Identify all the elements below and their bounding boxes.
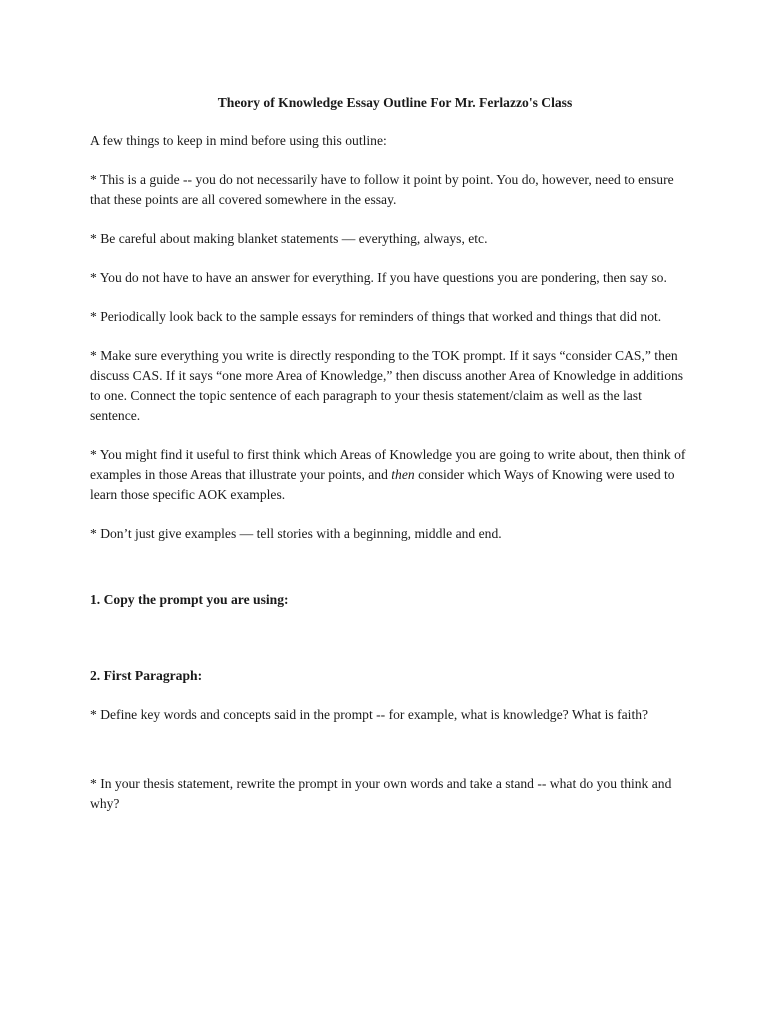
guideline-bullet-4: * Periodically look back to the sample essays for reminders of things that worked and things that did not. [90, 309, 662, 324]
guideline-bullet-6 [90, 445, 690, 505]
guideline-bullet-1: * This is a guide -- you do not necessarily have to follow it point by point. You do, however, need to ensure that these points are all covered somewhere in the essay. [90, 172, 674, 207]
guideline-bullet-7: * Don’t just give examples — tell stories with a beginning, middle and end. [90, 526, 502, 541]
guideline-bullet-5: * Make sure everything you write is directly responding to the TOK prompt. If it says “consider CAS,” then discuss CAS. If it says “one more Area of Knowledge,” then discuss another Area of Knowledge in additions to one. Connect the topic sentence of each paragraph to your thesis statement/claim as well as the last sentence. [90, 348, 684, 423]
guideline-bullet-2: * Be careful about making blanket statements — everything, always, etc. [90, 231, 488, 246]
section-1-heading: 1. Copy the prompt you are using: [90, 592, 289, 607]
guideline-bullet-3: * You do not have to have an answer for everything. If you have questions you are pondering, then say so. [90, 270, 667, 285]
guideline-bullet-6-before: * You might find it useful to first think which Areas of Knowledge you are going to write about, then think of examples in those Areas that illustrate your points, and [90, 447, 686, 482]
document-title: Theory of Knowledge Essay Outline For Mr. Ferlazzo's Class [217, 95, 573, 110]
section-2-point-1: * Define key words and concepts said in the prompt -- for example, what is knowledge? What is faith? [90, 707, 649, 722]
guideline-bullet-6-after: consider which Ways of Knowing were used to learn those specific AOK examples. [90, 467, 675, 502]
section-2-heading: 2. First Paragraph: [90, 668, 203, 683]
guideline-bullet-6-emphasis: then [391, 467, 415, 482]
section-2-point-2: * In your thesis statement, rewrite the prompt in your own words and take a stand -- what do you think and why? [90, 776, 672, 811]
document-body [90, 93, 690, 833]
intro-text: A few things to keep in mind before using this outline: [90, 133, 387, 148]
